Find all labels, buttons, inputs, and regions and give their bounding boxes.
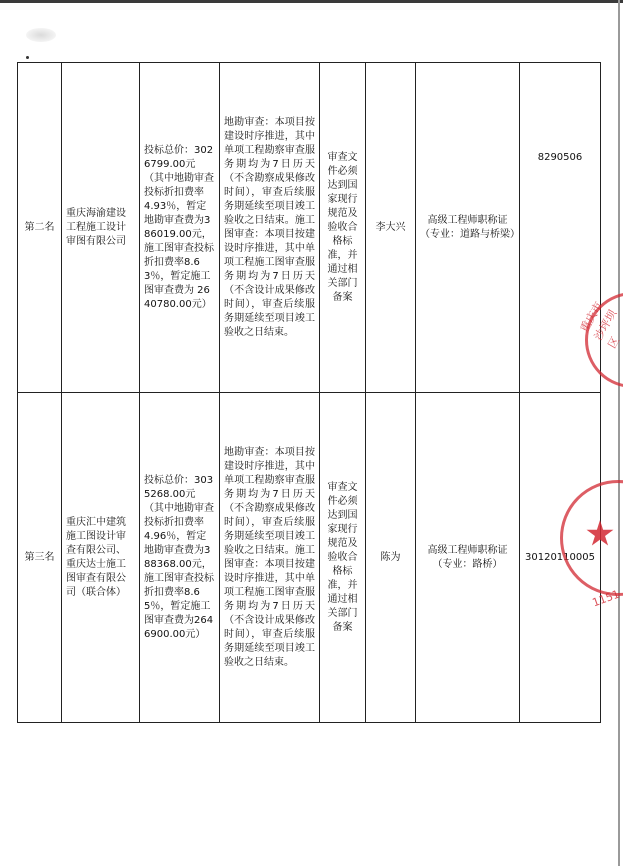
professional-title-cell: 高级工程师职称证（专业：路桥） xyxy=(416,393,520,723)
scan-dot xyxy=(26,56,29,59)
page-top-border xyxy=(0,0,623,3)
scan-smudge xyxy=(26,28,56,42)
quality-cell: 审查文件必须达到国家现行规范及验收合格标准，并通过相关部门备案 xyxy=(320,63,366,393)
candidate-table xyxy=(17,62,601,723)
bid-price-cell: 投标总价：3026799.00元（其中地勘审查投标折扣费率 4.93％，暂定地勘审查费为386019.00元，施工图审查投标折扣费率8.63％，暂定施工图审查费为 2640780.00元） xyxy=(140,63,220,393)
rank-cell: 第二名 xyxy=(18,63,62,393)
project-leader-cell: 李大兴 xyxy=(366,63,416,393)
table-row xyxy=(18,393,601,723)
certificate-number: 8290506 xyxy=(537,152,583,163)
table-row xyxy=(18,63,601,393)
company-cell: 重庆汇中建筑施工图设计审查有限公司、重庆达士施工图审查有限公司（联合体） xyxy=(62,393,140,723)
service-period-cell: 地勘审查：本项目按建设时序推进，其中单项工程勘察审查服务期均为7日历天（不含勘察成果修改时间），审查后续服务期延续至项目竣工验收之日结束。施工图审查：本项目按建设时序推进，其中单项工程施工图审查服务期均为7日历天（不含设计成果修改时间），审查后续服务期延续至项目竣工验收之日结束。 xyxy=(220,393,320,723)
project-leader-cell: 陈为 xyxy=(366,393,416,723)
company-cell: 重庆海渝建设工程施工设计审图有限公司 xyxy=(62,63,140,393)
quality-cell: 审查文件必须达到国家现行规范及验收合格标准，并通过相关部门备案 xyxy=(320,393,366,723)
seal-text: 重庆市沙坪坝区 xyxy=(577,299,623,351)
page-right-border xyxy=(618,0,620,866)
service-period-cell: 地勘审查：本项目按建设时序推进，其中单项工程勘察审查服务期均为7日历天（不含勘察成果修改时间），审查后续服务期延续至项目竣工验收之日结束。施工图审查：本项目按建设时序推进，其中单项工程施工图审查服务期均为7日历天（不含设计成果修改时间），审查后续服务期延续至项目竣工验收之日结束。 xyxy=(220,63,320,393)
professional-title-cell: 高级工程师职称证（专业：道路与桥梁） xyxy=(416,63,520,393)
certificate-number-cell: 30120110005 xyxy=(520,393,601,723)
rank-cell: 第三名 xyxy=(18,393,62,723)
seal-code-text: 1151 xyxy=(590,587,622,610)
bid-price-cell: 投标总价：3035268.00元（其中地勘审查投标折扣费率 4.96％，暂定地勘审查费为388368.00元，施工图审查投标折扣费率8.65％，暂定施工图审查费为2646900.00元） xyxy=(140,393,220,723)
